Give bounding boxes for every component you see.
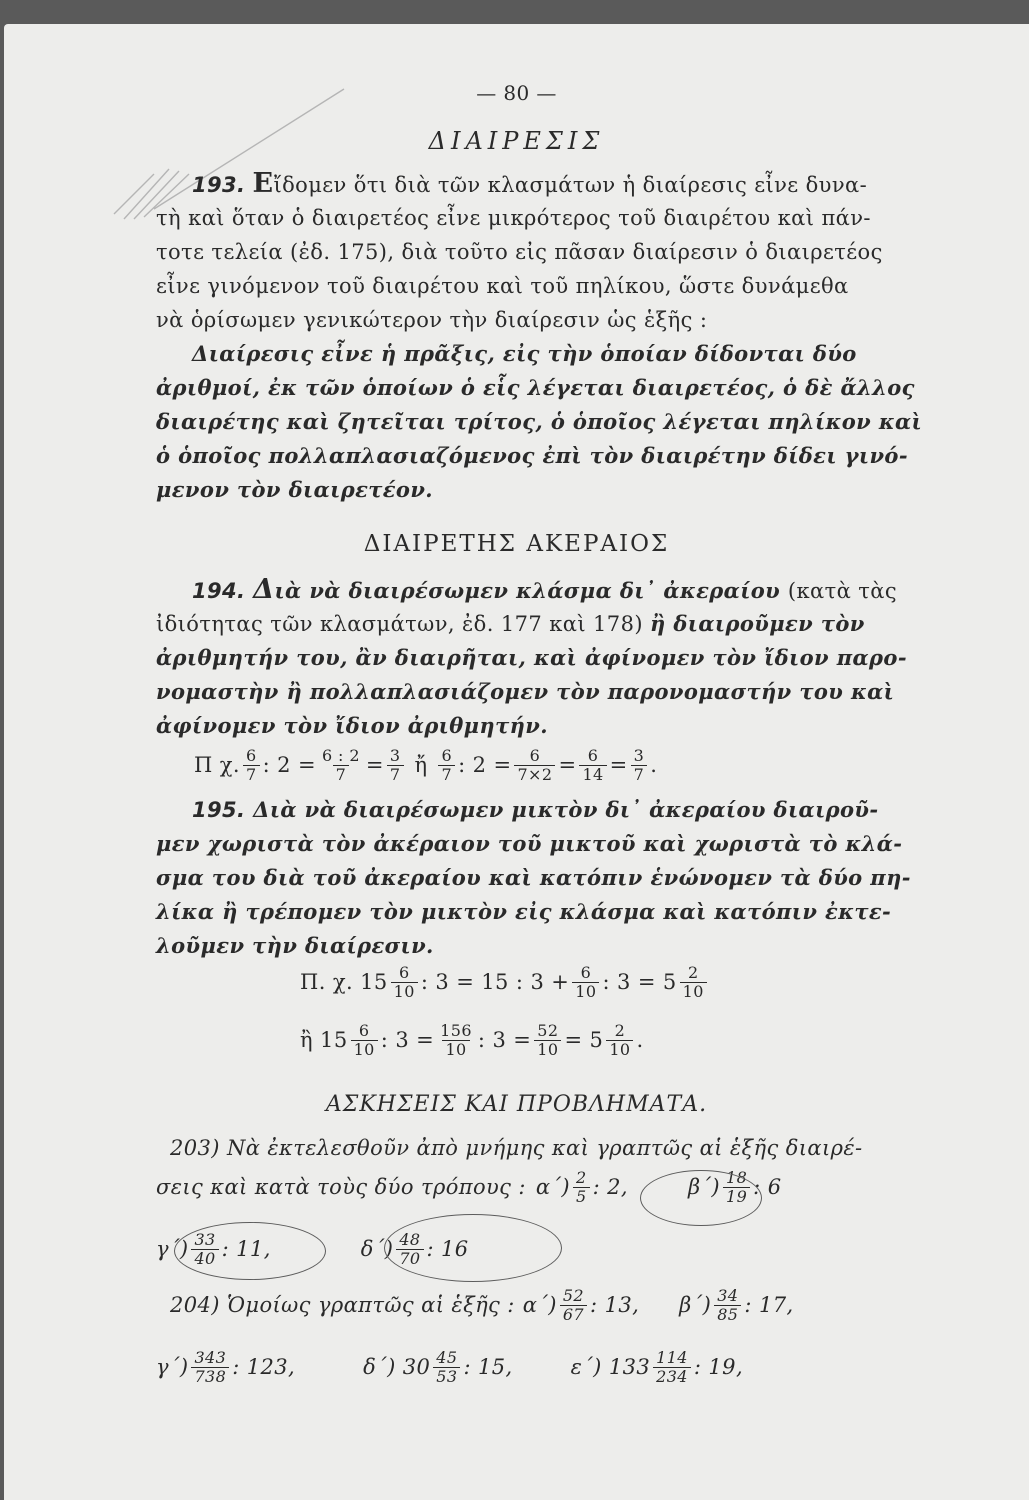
fraction: $\frac{2}{10}$ xyxy=(680,964,707,1001)
paragraph-number-193: 193. xyxy=(192,173,246,197)
paragraph-194-line-2: ἰδιότητας τῶν κλασμάτων, ἐδ. 177 καὶ 178) ἢ διαιροῦμεν τὸν xyxy=(156,611,865,636)
fraction: $\frac{6 : 2}{7}$ xyxy=(321,745,360,784)
fraction: $\frac{48}{70}$ xyxy=(396,1231,423,1268)
definition-line-4: ὁ ὁποῖος πολλαπλασιαζόμενος ἐπὶ τὸν διαιρέτην δίδει γινό- xyxy=(156,443,908,468)
fraction: $\frac{114}{234}$ xyxy=(653,1349,691,1386)
exercise-203-line-1: 203) Νὰ ἐκτελεσθοῦν ἀπὸ μνήμης καὶ γραπτῶς αἱ ἑξῆς διαιρέ- xyxy=(170,1136,863,1160)
paragraph-number-194: 194. xyxy=(192,579,246,603)
paragraph-194-line-5: ἀφίνομεν τὸν ἴδιον ἀριθμητήν. xyxy=(156,713,548,738)
paragraph-194-line-4: νομαστὴν ἢ πολλαπλασιάζομεν τὸν παρονομαστήν του καὶ xyxy=(156,679,895,704)
section-heading-integer-divisor: ΔΙΑΙΡΕΤΗΣ ΑΚΕΡΑΙΟΣ xyxy=(363,531,670,557)
page-number: — 80 — xyxy=(476,81,557,105)
exercise-204-line-1: 204) Ὁμοίως γραπτῶς αἱ ἑξῆς : α΄) $\frac{52}{67}$ : 13, β΄) $\frac{34}{85}$ : 17, xyxy=(170,1285,794,1324)
example-194-equation: Π χ. $\frac{6}{7}$ : 2 = $\frac{6 : 2}{7}$ = $\frac{3}{7}$ ἤ $\frac{6}{7}$ : 2 = $\frac{6}{7\times 2}$ = $\frac{6}{14}$ = $\frac{3}{7}$ . xyxy=(194,745,658,784)
hand-drawn-circle xyxy=(384,1214,562,1282)
book-page xyxy=(4,24,1029,1500)
paragraph-195-line-1: 195. Διὰ νὰ διαιρέσωμεν μικτὸν δι᾽ ἀκεραίου διαιροῦ- xyxy=(192,797,879,822)
fraction: $\frac{6}{14}$ xyxy=(579,747,606,784)
paragraph-193-line-3: τοτε τελεία (ἐδ. 175), διὰ τοῦτο εἰς πᾶσαν διαίρεσιν ὁ διαιρετέος xyxy=(156,240,883,264)
paragraph-number-195: 195. xyxy=(192,798,246,822)
paragraph-193-line-4: εἶνε γινόμενον τοῦ διαιρέτου καὶ τοῦ πηλίκου, ὥστε δυνάμεθα xyxy=(156,274,849,298)
section-heading-division: ΔΙΑΙΡΕΣΙΣ xyxy=(428,127,605,155)
fraction: $\frac{45}{53}$ xyxy=(433,1349,460,1386)
paragraph-194-line-1: 194. Διὰ νὰ διαιρέσωμεν κλάσμα δι᾽ ἀκεραίου (κατὰ τὰς xyxy=(192,574,898,605)
fraction: $\frac{6}{10}$ xyxy=(391,964,418,1001)
fraction: $\frac{18}{19}$ xyxy=(723,1169,750,1206)
drop-cap: Δ xyxy=(253,574,275,605)
fraction: $\frac{6}{10}$ xyxy=(351,1022,378,1059)
fraction: $\frac{52}{67}$ xyxy=(560,1287,587,1324)
fraction: $\frac{156}{10}$ xyxy=(440,1020,472,1059)
paragraph-193-line-1: 193. Εἴδομεν ὅτι διὰ τῶν κλασμάτων ἡ διαίρεσις εἶνε δυνα- xyxy=(192,168,868,199)
definition-line-2: ἀριθμοί, ἐκ τῶν ὁποίων ὁ εἷς λέγεται διαιρετέος, ὁ δὲ ἄλλος xyxy=(156,375,915,400)
fraction: $\frac{6}{7}$ xyxy=(243,747,260,784)
fraction: $\frac{3}{7}$ xyxy=(631,747,648,784)
drop-cap: Ε xyxy=(252,168,274,199)
example-195-equation-1: Π. χ. 15 $\frac{6}{10}$ : 3 = 15 : 3 + $\frac{6}{10}$ : 3 = 5 $\frac{2}{10}$ xyxy=(300,958,1029,1006)
fraction: $\frac{6}{10}$ xyxy=(572,964,599,1001)
paragraph-193-line-2: τὴ καὶ ὅταν ὁ διαιρετέος εἶνε μικρότερος τοῦ διαιρέτου καὶ πάν- xyxy=(156,206,871,230)
paragraph-195-line-3: σμα του διὰ τοῦ ἀκεραίου καὶ κατόπιν ἑνώνομεν τὰ δύο πη- xyxy=(156,865,911,890)
paragraph-195-line-5: λοῦμεν τὴν διαίρεσιν. xyxy=(156,933,434,958)
fraction: $\frac{3}{7}$ xyxy=(387,747,404,784)
fraction: $\frac{2}{10}$ xyxy=(606,1022,633,1059)
fraction: $\frac{34}{85}$ xyxy=(714,1287,741,1324)
hand-drawn-circle xyxy=(640,1170,762,1226)
definition-line-5: μενον τὸν διαιρετέον. xyxy=(156,477,434,502)
definition-line-1: Διαίρεσις εἶνε ἡ πρᾶξις, εἰς τὴν ὁποίαν δίδονται δύο xyxy=(192,341,857,366)
fraction: $\frac{2}{5}$ xyxy=(573,1169,590,1206)
paragraph-195-line-2: μεν χωριστὰ τὸν ἀκέραιον τοῦ μικτοῦ καὶ χωριστὰ τὸ κλά- xyxy=(156,831,903,856)
paragraph-193-line-5: νὰ ὁρίσωμεν γενικώτερον τὴν διαίρεσιν ὡς ἑξῆς : xyxy=(156,308,708,332)
paragraph-194-line-3: ἀριθμητήν του, ἂν διαιρῆται, καὶ ἀφίνομεν τὸν ἴδιον παρο- xyxy=(156,645,907,670)
exercise-203-line-2: σεις καὶ κατὰ τοὺς δύο τρόπους : α΄) $\frac{2}{5}$ : 2, β΄) $\frac{18}{19}$ : 6 xyxy=(156,1167,782,1206)
fraction: $\frac{6}{7}$ xyxy=(438,747,455,784)
exercise-203-line-3: γ΄) $\frac{33}{40}$ : 11, δ΄) $\frac{48}{70}$ : 16 xyxy=(156,1229,469,1268)
fraction: $\frac{52}{10}$ xyxy=(534,1022,561,1059)
definition-line-3: διαιρέτης καὶ ζητεῖται τρίτος, ὁ ὁποῖος λέγεται πηλίκον καὶ xyxy=(156,409,923,434)
fraction: $\frac{343}{738}$ xyxy=(191,1349,229,1386)
hand-drawn-circle xyxy=(174,1222,326,1280)
paragraph-195-line-4: λίκα ἢ τρέπομεν τὸν μικτὸν εἰς κλάσμα καὶ κατόπιν ἐκτε- xyxy=(156,899,892,924)
example-195-equation-2: ἢ 15 $\frac{6}{10}$ : 3 = $\frac{156}{10}$ : 3 = $\frac{52}{10}$ = 5 $\frac{2}{10}$ . xyxy=(300,1020,644,1059)
fraction: $\frac{33}{40}$ xyxy=(191,1231,218,1268)
exercise-204-line-2: γ΄) $\frac{343}{738}$ : 123, δ΄) 30 $\frac{45}{53}$ : 15, ε΄) 133 $\frac{114}{234}$ : 19, xyxy=(156,1347,744,1386)
section-heading-exercises: ΑΣΚΗΣΕΙΣ ΚΑΙ ΠΡΟΒΛΗΜΑΤΑ. xyxy=(325,1092,708,1117)
fraction: $\frac{6}{7\times 2}$ xyxy=(514,747,555,784)
